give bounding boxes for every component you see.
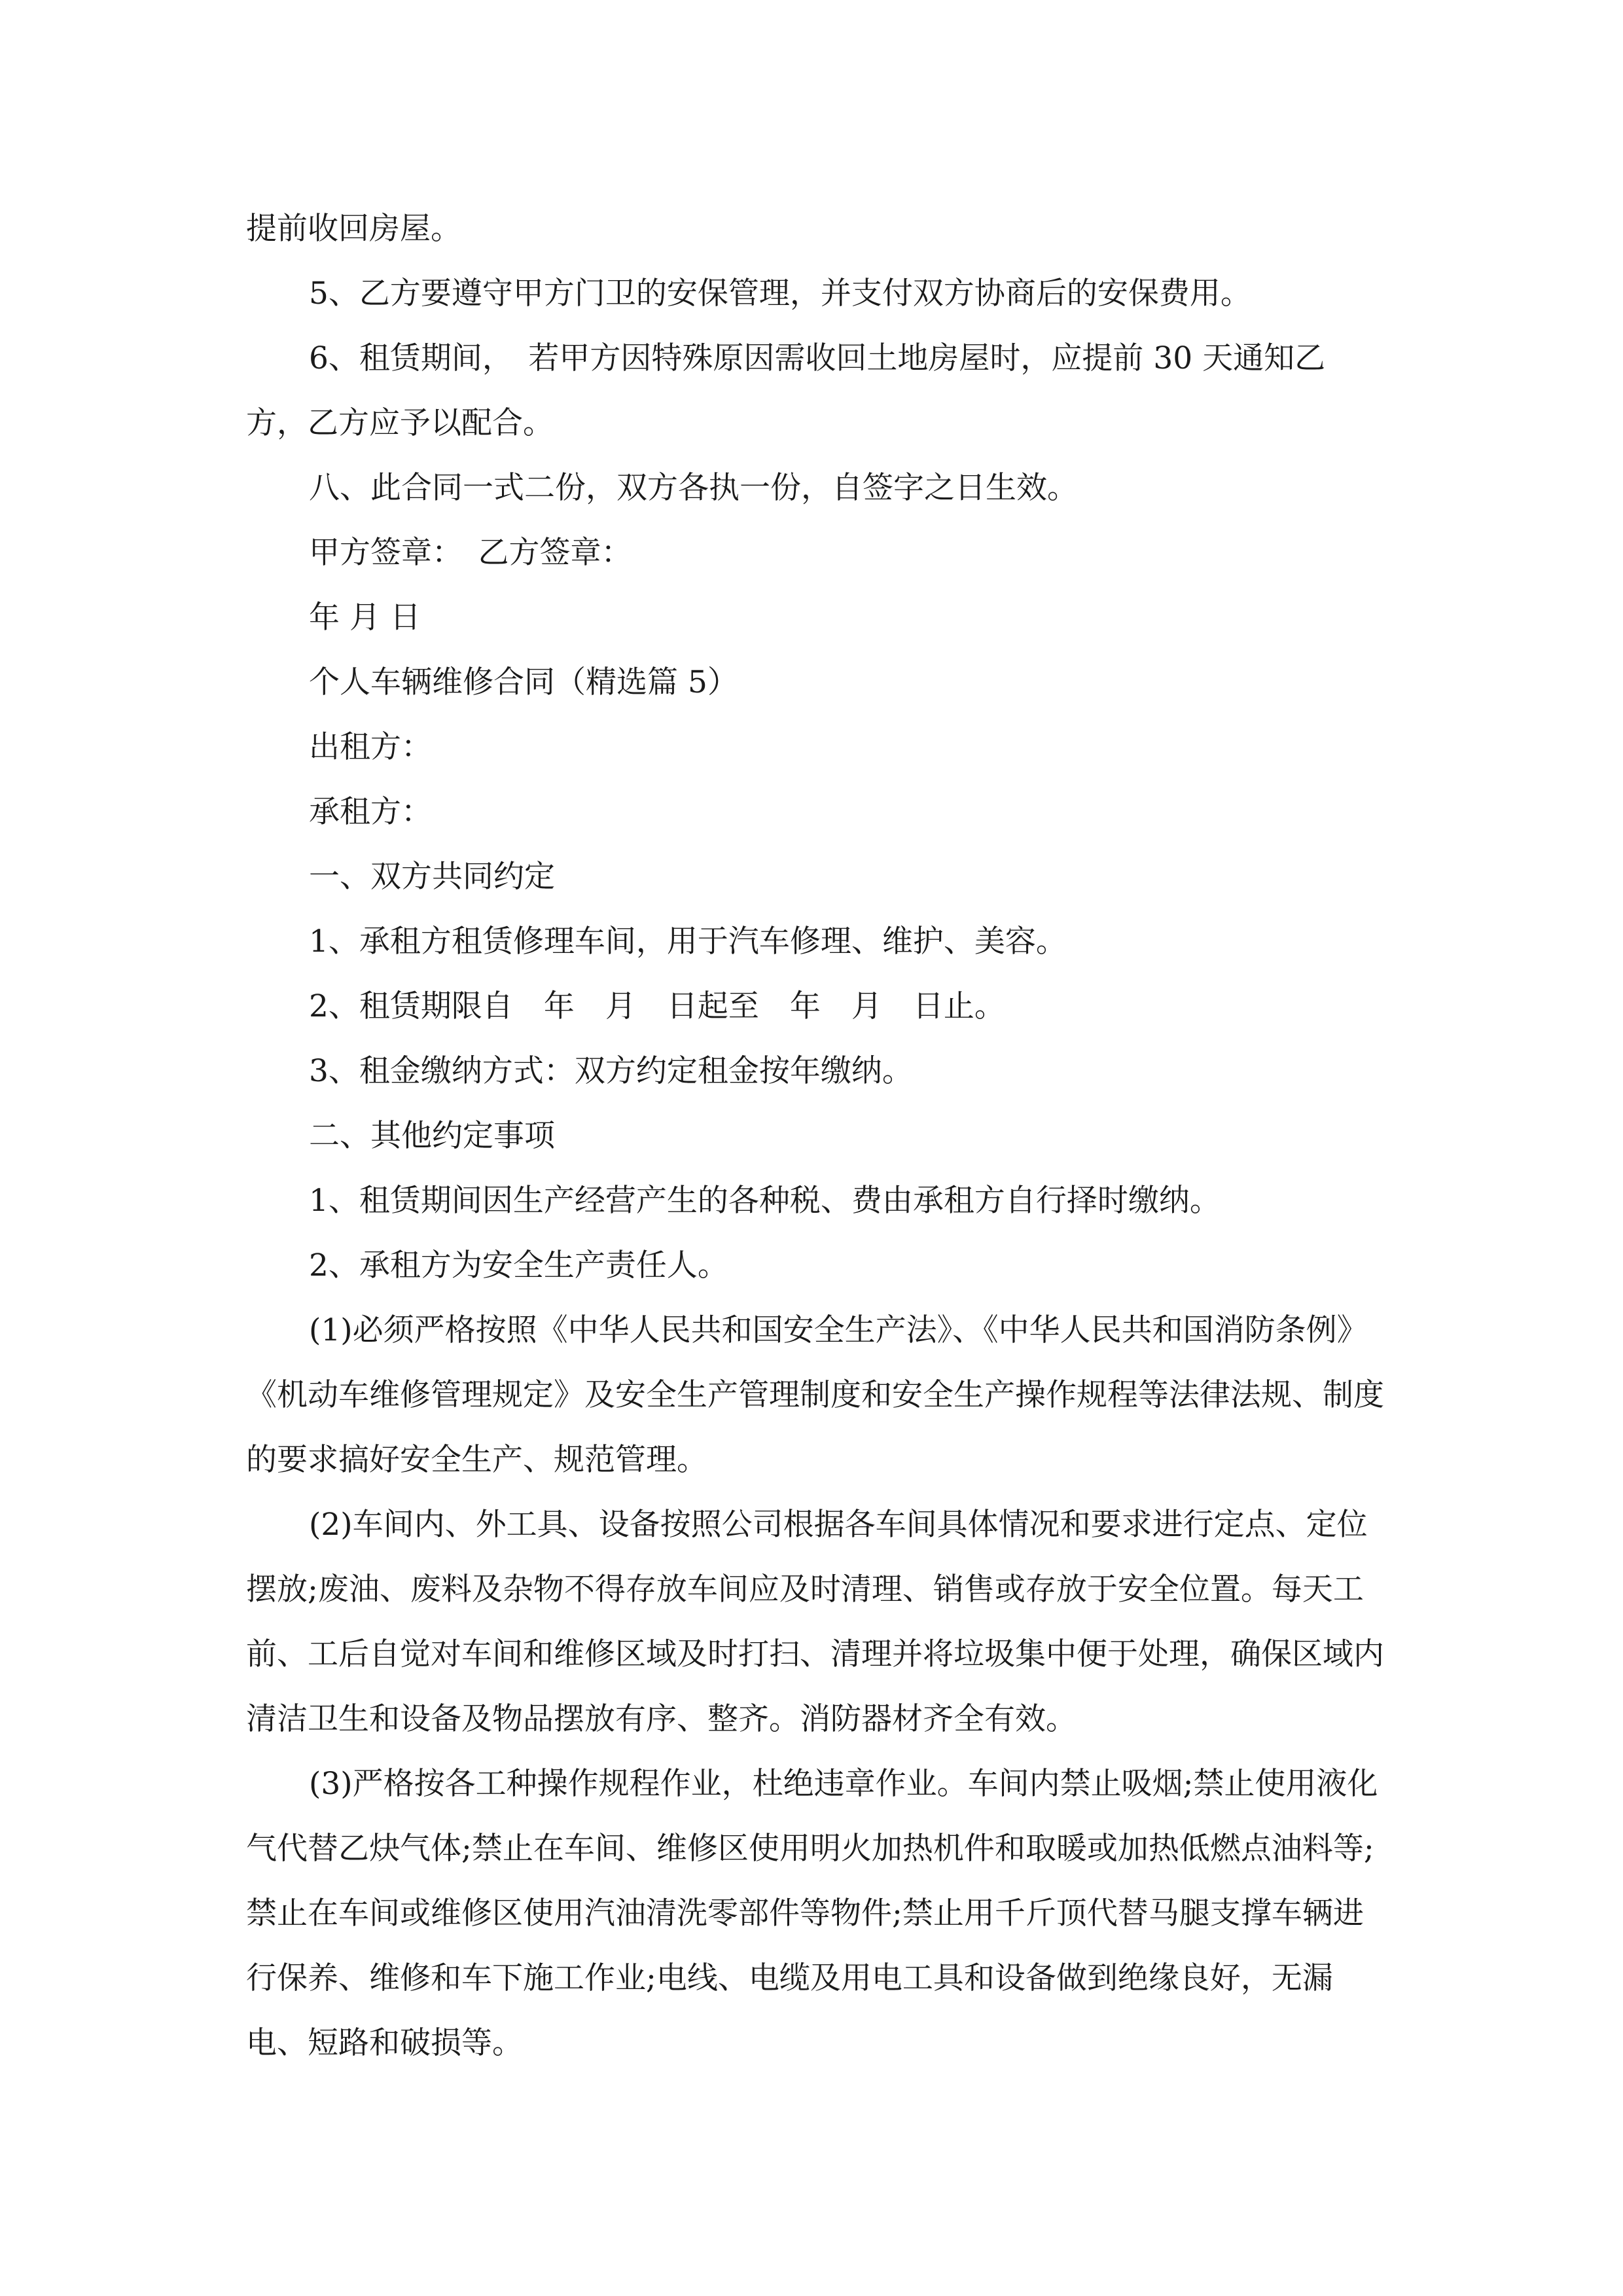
paragraph: (3)严格按各工种操作规程作业，杜绝违章作业。车间内禁止吸烟;禁止使用液化气代替乙炔气体;禁止在车间、维修区使用明火加热机件和取暖或加热低燃点油料等;禁止在车间或维修区使用汽油清洗零部件等物件;禁止用千斤顶代替马腿支撑车辆进行保养、维修和车下施工作业;电线、电缆及用电工具和设备做到绝缘良好，无漏电、短路和破损等。 — [246, 1766, 1378, 2061]
paragraph: 2、承租方为安全生产责任人。 — [309, 1247, 728, 1283]
lessee-line: 承租方： — [309, 794, 432, 830]
clause-heading: 二、其他约定事项 — [309, 1118, 555, 1154]
paragraph: 提前收回房屋。 — [246, 211, 461, 247]
paragraph: (1)必须严格按照《中华人民共和国安全生产法》、《中华人民共和国消防条例》《机动车维修管理规定》及安全生产管理制度和安全生产操作规程等法律法规、制度的要求搞好安全生产、规范管理。 — [246, 1312, 1384, 1478]
date-line: 年 月 日 — [309, 600, 421, 636]
paragraph: 5、乙方要遵守甲方门卫的安保管理，并支付双方协商后的安保费用。 — [309, 276, 1251, 312]
lessor-line: 出租方： — [309, 729, 432, 765]
paragraph: 1、租赁期间因生产经营产生的各种税、费由承租方自行择时缴纳。 — [309, 1183, 1221, 1219]
clause-heading: 一、双方共同约定 — [309, 859, 555, 895]
paragraph: 2、租赁期限自 年 月 日起至 年 月 日止。 — [309, 988, 1005, 1024]
document-body — [246, 196, 1385, 2075]
signature-line: 甲方签章： 乙方签章： — [309, 535, 632, 571]
paragraph: 3、租金缴纳方式：双方约定租金按年缴纳。 — [309, 1053, 913, 1089]
paragraph: (2)车间内、外工具、设备按照公司根据各车间具体情况和要求进行定点、定位摆放;废油、废料及杂物不得存放车间应及时清理、销售或存放于安全位置。每天工前、工后自觉对车间和维修区域及时打扫、清理并将垃圾集中便于处理，确保区域内清洁卫生和设备及物品摆放有序、整齐。消防器材齐全有效。 — [246, 1507, 1384, 1737]
paragraph: 6、租赁期间， 若甲方因特殊原因需收回土地房屋时，应提前 30 天通知乙方，乙方应予以配合。 — [246, 340, 1326, 441]
section-title: 个人车辆维修合同（精选篇 5） — [309, 664, 738, 700]
paragraph: 八、此合同一式二份，双方各执一份，自签字之日生效。 — [309, 470, 1078, 506]
paragraph: 1、承租方租赁修理车间，用于汽车修理、维护、美容。 — [309, 924, 1067, 960]
